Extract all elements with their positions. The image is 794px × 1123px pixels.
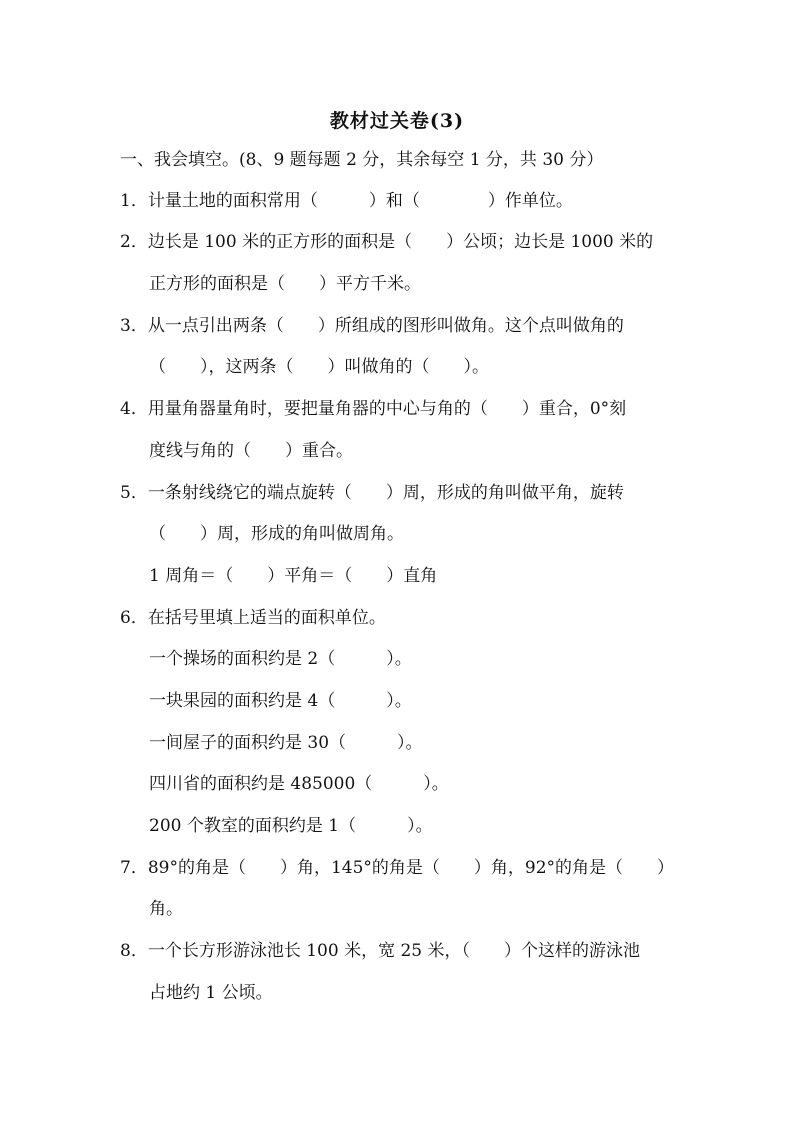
question-number: 5． bbox=[120, 483, 148, 503]
question-6-item: 一间屋子的面积约是 30（ ）。 bbox=[149, 733, 423, 753]
question-number: 4． bbox=[120, 399, 148, 419]
question-6-item: 一块果园的面积约是 4（ ）。 bbox=[149, 691, 412, 711]
question-5 bbox=[120, 481, 624, 505]
question-text: 计量土地的面积常用（ ）和（ ）作单位。 bbox=[147, 191, 573, 211]
question-text: 在括号里填上适当的面积单位。 bbox=[147, 608, 386, 628]
question-2 bbox=[120, 230, 653, 254]
question-text: 用量角器量角时，要把量角器的中心与角的（ ）重合，0°刻 bbox=[147, 399, 627, 419]
question-4 bbox=[120, 397, 626, 421]
question-1 bbox=[120, 189, 573, 213]
question-text: 一个长方形游泳池长 100 米，宽 25 米，（ ）个这样的游泳池 bbox=[147, 941, 641, 961]
question-6-item: 200 个教室的面积约是 1（ ）。 bbox=[149, 816, 433, 836]
question-8 bbox=[120, 939, 640, 963]
question-text: 一条射线绕它的端点旋转（ ）周，形成的角叫做平角，旋转 bbox=[147, 483, 624, 503]
question-5-subline: 1 周角＝（ ）平角＝（ ）直角 bbox=[149, 566, 438, 586]
question-6 bbox=[120, 606, 386, 630]
question-3 bbox=[120, 314, 624, 338]
page-title: 教材过关卷(3) bbox=[329, 110, 465, 132]
question-7 bbox=[120, 856, 674, 880]
question-number: 1． bbox=[120, 191, 148, 211]
question-8-continuation: 占地约 1 公顷。 bbox=[149, 983, 273, 1003]
question-2-continuation: 正方形的面积是（ ）平方千米。 bbox=[149, 274, 421, 294]
question-text: 89°的角是（ ）角，145°的角是（ ）角，92°的角是（ ） bbox=[147, 858, 675, 878]
question-number: 2． bbox=[120, 232, 148, 252]
question-number: 3． bbox=[120, 316, 148, 336]
question-text: 边长是 100 米的正方形的面积是（ ）公顷；边长是 1000 米的 bbox=[147, 232, 654, 252]
question-6-item: 四川省的面积约是 485000（ ）。 bbox=[149, 774, 449, 794]
question-number: 7． bbox=[120, 858, 148, 878]
question-number: 8． bbox=[120, 941, 148, 961]
question-4-continuation: 度线与角的（ ）重合。 bbox=[149, 441, 353, 461]
question-6-item: 一个操场的面积约是 2（ ）。 bbox=[149, 649, 412, 669]
question-3-continuation: （ ），这两条（ ）叫做角的（ ）。 bbox=[149, 357, 489, 377]
question-5-continuation: （ ）周，形成的角叫做周角。 bbox=[149, 524, 404, 544]
question-number: 6． bbox=[120, 608, 148, 628]
question-text: 从一点引出两条（ ）所组成的图形叫做角。这个点叫做角的 bbox=[147, 316, 624, 336]
section-heading: 一、我会填空。(8、9 题每题 2 分，其余每空 1 分，共 30 分） bbox=[120, 150, 604, 170]
question-7-continuation: 角。 bbox=[149, 899, 183, 919]
